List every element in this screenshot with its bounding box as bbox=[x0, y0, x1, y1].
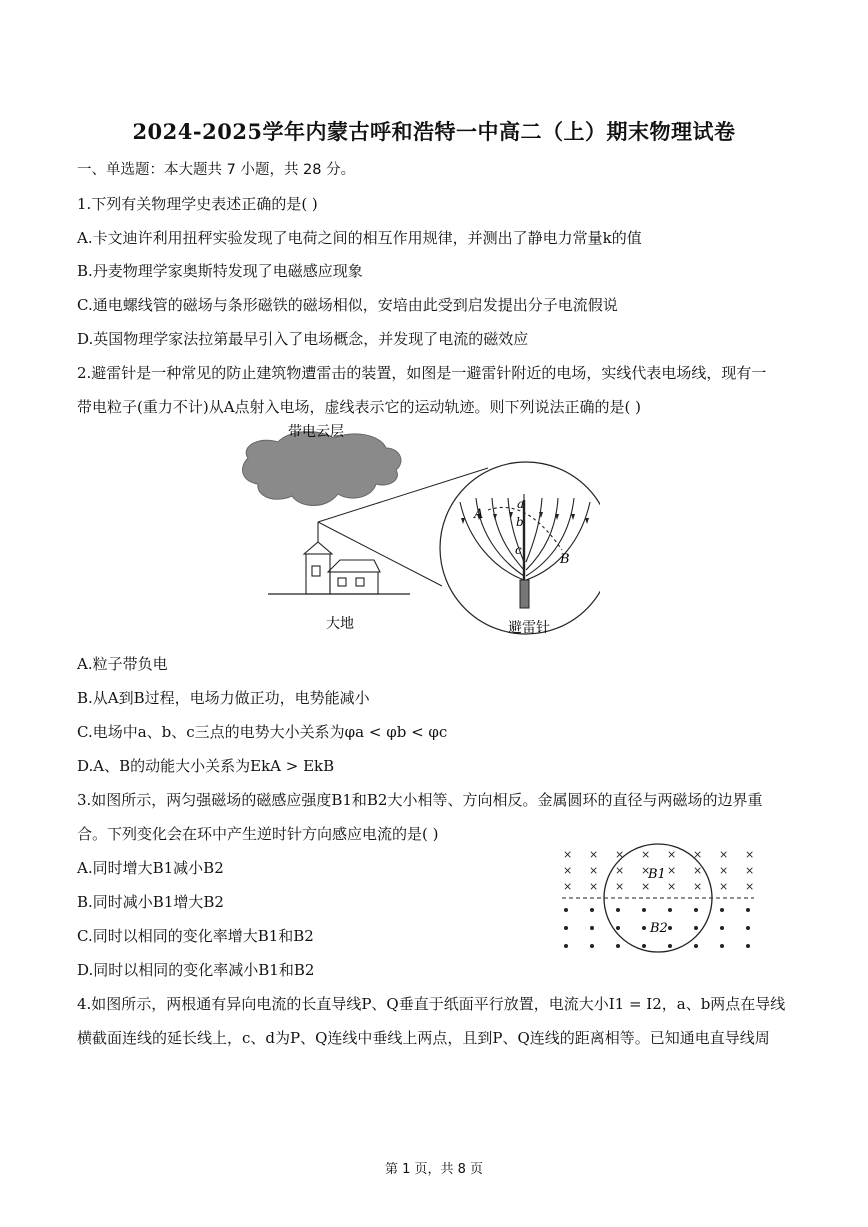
dot-mark bbox=[668, 926, 672, 930]
cross-mark: × bbox=[589, 864, 599, 877]
cross-mark: × bbox=[745, 864, 755, 877]
cross-mark: × bbox=[589, 880, 599, 893]
cross-mark: × bbox=[615, 848, 625, 861]
q2-option-d: D.A、B的动能大小关系为EkA > EkB bbox=[77, 757, 335, 775]
dot-mark bbox=[616, 944, 620, 948]
section-heading: 一、单选题：本大题共 7 小题，共 28 分。 bbox=[77, 162, 356, 178]
dot-mark bbox=[694, 926, 698, 930]
ground-label: 大地 bbox=[326, 616, 354, 632]
dot-mark bbox=[642, 908, 646, 912]
page-footer: 第 1 页，共 8 页 bbox=[384, 1162, 484, 1177]
dot-mark bbox=[668, 908, 672, 912]
lightning-rod-figure bbox=[230, 418, 600, 642]
point-c-label: c bbox=[515, 543, 522, 557]
q4-stem-line2: 横截面连线的延长线上，c、d为P、Q连线中垂线上两点，且到P、Q连线的距离相等。已知通电直导线周 bbox=[77, 1029, 770, 1047]
cross-mark: × bbox=[719, 848, 729, 861]
cloud-label: 带电云层 bbox=[288, 424, 344, 440]
magnetic-field-figure bbox=[558, 842, 758, 960]
cross-mark: × bbox=[667, 864, 677, 877]
dot-mark bbox=[720, 944, 724, 948]
q2-stem-line2: 带电粒子(重力不计)从A点射入电场，虚线表示它的运动轨迹。则下列说法正确的是( ) bbox=[77, 398, 642, 416]
cross-mark: × bbox=[641, 880, 651, 893]
dot-mark bbox=[668, 944, 672, 948]
zoom-line-bottom bbox=[318, 522, 442, 586]
rod-label: 避雷针 bbox=[508, 620, 550, 636]
dot-mark bbox=[694, 944, 698, 948]
q1-stem: 1.下列有关物理学史表述正确的是( ) bbox=[77, 195, 318, 213]
cross-mark: × bbox=[745, 880, 755, 893]
dot-mark bbox=[694, 908, 698, 912]
q1-option-b: B.丹麦物理学家奥斯特发现了电磁感应现象 bbox=[77, 262, 363, 280]
exam-title: 2024-2025学年内蒙古呼和浩特一中高二（上）期末物理试卷 bbox=[132, 119, 736, 144]
q3-stem-line2: 合。下列变化会在环中产生逆时针方向感应电流的是( ) bbox=[77, 825, 439, 843]
dot-mark bbox=[746, 908, 750, 912]
cross-mark: × bbox=[589, 848, 599, 861]
cross-mark: × bbox=[641, 864, 651, 877]
label-B2: B2 bbox=[650, 921, 668, 936]
cross-mark: × bbox=[563, 848, 573, 861]
q3-stem-line1: 3.如图所示，两匀强磁场的磁感应强度B1和B2大小相等、方向相反。金属圆环的直径与两磁场的边界重 bbox=[77, 791, 763, 809]
dot-mark bbox=[590, 944, 594, 948]
point-b-label: b bbox=[516, 515, 524, 529]
dot-mark bbox=[590, 908, 594, 912]
cross-mark: × bbox=[615, 880, 625, 893]
house-with-rod bbox=[304, 522, 380, 594]
q2-option-b: B.从A到B过程，电场力做正功，电势能减小 bbox=[77, 689, 370, 707]
cross-mark: × bbox=[693, 880, 703, 893]
dot-mark bbox=[564, 944, 568, 948]
dot-mark bbox=[590, 926, 594, 930]
label-B1: B1 bbox=[648, 867, 666, 882]
charged-cloud bbox=[243, 432, 401, 506]
dot-mark bbox=[564, 926, 568, 930]
q3-option-d: D.同时以相同的变化率减小B1和B2 bbox=[77, 961, 315, 979]
cross-mark: × bbox=[693, 848, 703, 861]
dot-mark bbox=[746, 926, 750, 930]
cross-mark: × bbox=[693, 864, 703, 877]
cross-mark: × bbox=[563, 864, 573, 877]
cross-mark: × bbox=[667, 880, 677, 893]
cross-mark: × bbox=[745, 848, 755, 861]
cross-mark: × bbox=[667, 848, 677, 861]
q2-option-a: A.粒子带负电 bbox=[77, 655, 168, 673]
dot-mark bbox=[720, 908, 724, 912]
q4-stem-line1: 4.如图所示，两根通有异向电流的长直导线P、Q垂直于纸面平行放置，电流大小I1 = I2，a、b两点在导线 bbox=[77, 995, 786, 1013]
q1-option-c: C.通电螺线管的磁场与条形磁铁的磁场相似，安培由此受到启发提出分子电流假说 bbox=[77, 296, 618, 314]
dot-mark bbox=[564, 908, 568, 912]
dot-mark bbox=[642, 944, 646, 948]
q3-option-a: A.同时增大B1减小B2 bbox=[77, 859, 224, 877]
cross-mark: × bbox=[641, 848, 651, 861]
q3-option-b: B.同时减小B1增大B2 bbox=[77, 893, 224, 911]
dot-mark bbox=[746, 944, 750, 948]
q2-option-c: C.电场中a、b、c三点的电势大小关系为φa < φb < φc bbox=[77, 723, 448, 741]
q1-option-d: D.英国物理学家法拉第最早引入了电场概念，并发现了电流的磁效应 bbox=[77, 330, 529, 348]
q2-stem-line1: 2.避雷针是一种常见的防止建筑物遭雷击的装置，如图是一避雷针附近的电场，实线代表电场线，现有一 bbox=[77, 364, 767, 382]
cross-mark: × bbox=[719, 864, 729, 877]
q1-option-a: A.卡文迪许利用扭秤实验发现了电荷之间的相互作用规律，并测出了静电力常量k的值 bbox=[77, 229, 642, 247]
dot-mark bbox=[720, 926, 724, 930]
cross-mark: × bbox=[615, 864, 625, 877]
dot-mark bbox=[616, 908, 620, 912]
rod-base bbox=[520, 580, 529, 608]
point-a-label: a bbox=[517, 497, 525, 511]
point-B-label: B bbox=[560, 552, 570, 567]
cross-mark: × bbox=[563, 880, 573, 893]
point-A-label: A bbox=[474, 507, 484, 522]
dot-mark bbox=[616, 926, 620, 930]
cross-mark: × bbox=[719, 880, 729, 893]
q3-option-c: C.同时以相同的变化率增大B1和B2 bbox=[77, 927, 314, 945]
dot-mark bbox=[642, 926, 646, 930]
